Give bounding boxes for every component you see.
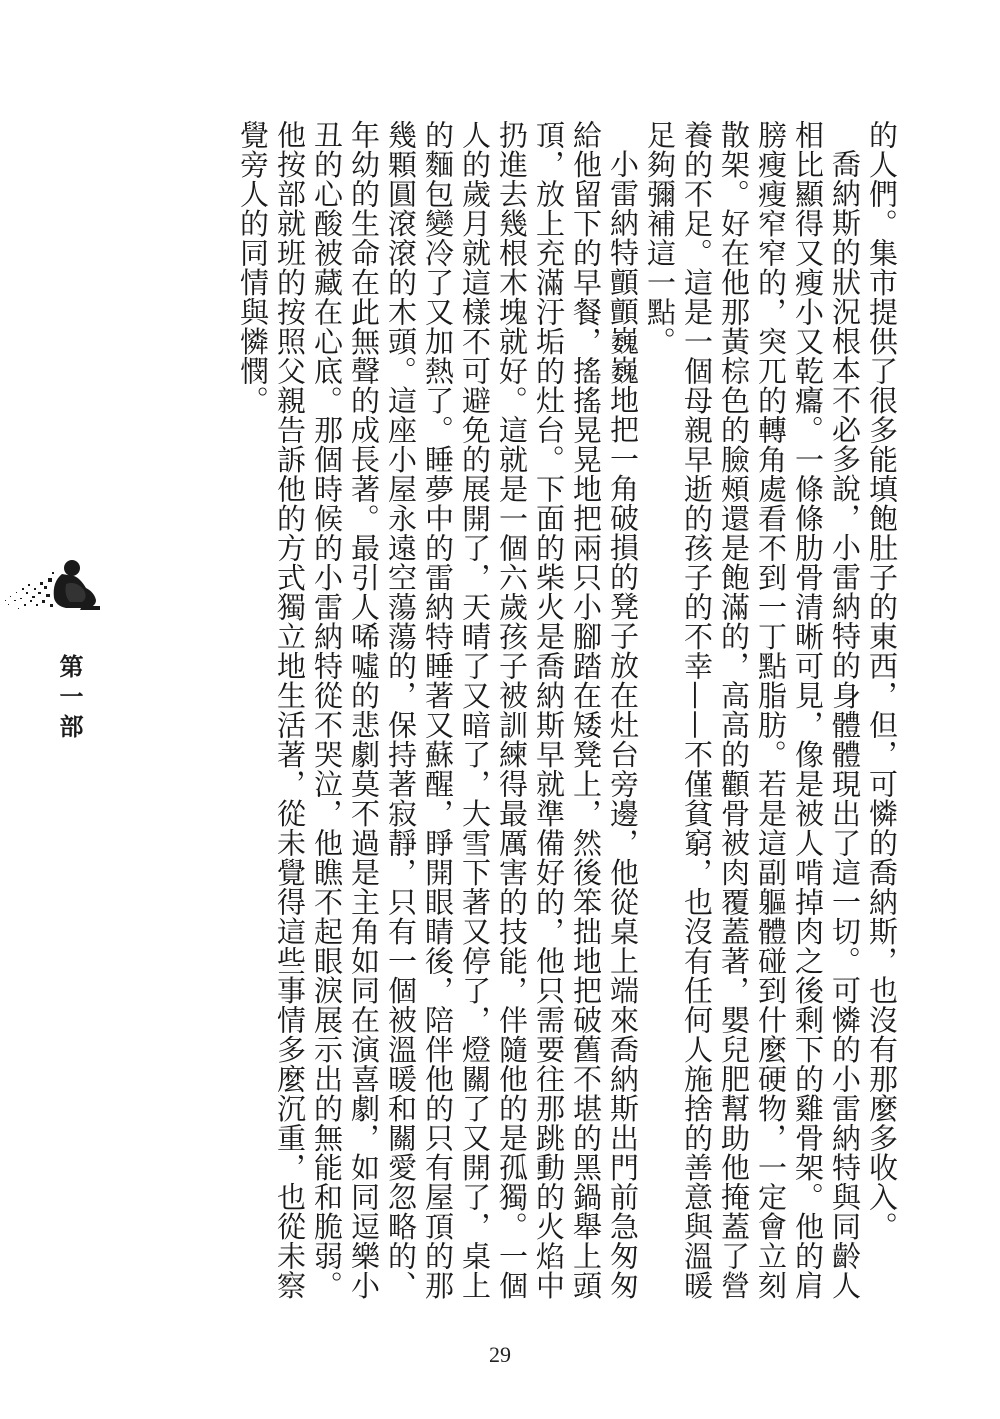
paragraph-2: 喬納斯的狀況根本不必多說，小雷納特的身體體現出了這一切。可憐的小雷納特與同齡人相比顯得又瘦小又乾癟。一條條肋骨清晰可見，像是被人啃掉肉之後剩下的雞骨架。他的肩膀瘦瘦窄窄的，突兀的轉角處看不到一丁點脂肪。若是這副軀體碰到什麼硬物，一定會立刻散架。好在他那黃棕色的臉頰還是飽滿的，高高的顴骨被肉覆蓋著，嬰兒肥幫助他掩蓋了營養的不足。這是一個母親早逝的孩子的不幸——不僅貧窮，也沒有任何人施捨的善意與溫暖足夠彌補這一點。 bbox=[643, 120, 862, 1300]
crouching-figure-dissolving-icon bbox=[0, 548, 110, 628]
part-label: 第一部 bbox=[55, 654, 84, 744]
page-body-text bbox=[130, 120, 900, 1300]
page-number: 29 bbox=[489, 1342, 511, 1367]
paragraph-3: 小雷納特顫顫巍巍地把一角破損的凳子放在灶台旁邊，他從桌上端來喬納斯出門前急匆匆給他留下的早餐，搖搖晃晃地把兩只小腳踏在矮凳上，然後笨拙地把破舊不堪的黑鍋舉上頭頂，放上充滿汙垢的灶台。下面的柴火是喬納斯早就準備好的，他只需要往那跳動的火焰中扔進去幾根木塊就好。這就是一個六歲孩子被訓練得最厲害的技能，伴隨他的是孤獨。一個人的歲月就這樣不可避免的展開了，天晴了又暗了，大雪下著又停了，燈關了又開了，桌上的麵包變冷了又加熱了。睡夢中的雷納特睡著又蘇醒，睜開眼睛後，陪伴他的只有屋頂的那幾顆圓滾滾的木頭。這座小屋永遠空蕩蕩的，保持著寂靜，只有一個被溫暖和關愛忽略的、年幼的生命在此無聲的成長著。最引人唏噓的悲劇莫不過是主角如同在演喜劇，如同逗樂小丑的心酸被藏在心底。那個時候的小雷納特從不哭泣，他瞧不起眼淚展示出的無能和脆弱。他按部就班的按照父親告訴他的方式獨立地生活著，從未覺得這些事情多麼沉重，也從未察覺旁人的同情與憐憫。 bbox=[236, 120, 640, 1300]
paragraph-1: 的人們。集市提供了很多能填飽肚子的東西，但，可憐的喬納斯，也沒有那麼多收入。 bbox=[865, 120, 899, 1241]
chapter-mark bbox=[0, 548, 110, 748]
